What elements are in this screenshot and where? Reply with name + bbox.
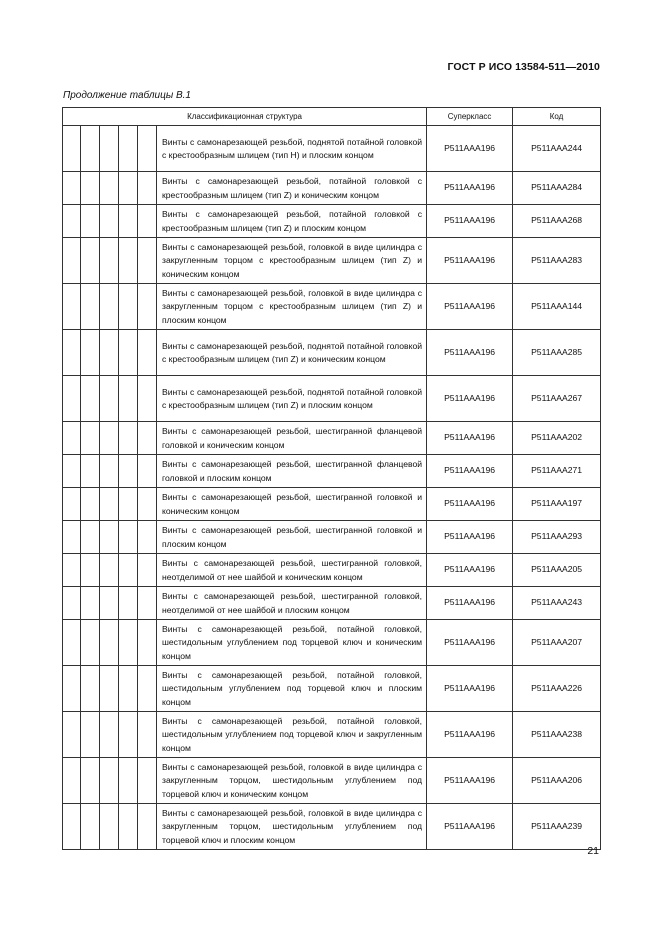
hierarchy-level-cell bbox=[63, 376, 81, 422]
hierarchy-level-cell bbox=[63, 620, 81, 666]
hierarchy-level-cell bbox=[138, 455, 157, 488]
table-row bbox=[63, 554, 601, 587]
row-code-cell: P511AAA238 bbox=[513, 712, 601, 758]
hierarchy-level-cell bbox=[63, 587, 81, 620]
hierarchy-level-cell bbox=[63, 284, 81, 330]
row-name-cell: Винты с самонарезающей резьбой, поднятой потайной головкой с крестообразным шлицем (тип H) и плоским концом bbox=[157, 126, 427, 172]
hierarchy-level-cell bbox=[138, 620, 157, 666]
hierarchy-level-cell bbox=[81, 666, 100, 712]
table-row bbox=[63, 712, 601, 758]
hierarchy-level-cell bbox=[138, 376, 157, 422]
row-name-cell: Винты с самонарезающей резьбой, шестигранной головкой и плоским концом bbox=[157, 521, 427, 554]
hierarchy-level-cell bbox=[138, 330, 157, 376]
row-code-cell: P511AAA207 bbox=[513, 620, 601, 666]
hierarchy-level-cell bbox=[63, 666, 81, 712]
row-code-cell: P511AAA206 bbox=[513, 758, 601, 804]
hierarchy-level-cell bbox=[81, 620, 100, 666]
hierarchy-level-cell bbox=[63, 172, 81, 205]
hierarchy-level-cell bbox=[63, 126, 81, 172]
row-name-cell: Винты с самонарезающей резьбой, шестигранной головкой, неотделимой от нее шайбой и коническим концом bbox=[157, 554, 427, 587]
hierarchy-level-cell bbox=[119, 712, 138, 758]
table-row bbox=[63, 521, 601, 554]
table-row bbox=[63, 205, 601, 238]
hierarchy-level-cell bbox=[63, 455, 81, 488]
row-name-cell: Винты с самонарезающей резьбой, потайной головкой с крестообразным шлицем (тип Z) и коническим концом bbox=[157, 172, 427, 205]
hierarchy-level-cell bbox=[81, 587, 100, 620]
row-code-cell: P511AAA284 bbox=[513, 172, 601, 205]
hierarchy-level-cell bbox=[138, 205, 157, 238]
hierarchy-level-cell bbox=[119, 455, 138, 488]
hierarchy-level-cell bbox=[100, 587, 119, 620]
standard-designation: ГОСТ Р ИСО 13584-511—2010 bbox=[447, 61, 600, 73]
hierarchy-level-cell bbox=[100, 422, 119, 455]
hierarchy-level-cell bbox=[138, 521, 157, 554]
table-row bbox=[63, 587, 601, 620]
table-row bbox=[63, 330, 601, 376]
table-row bbox=[63, 238, 601, 284]
hierarchy-level-cell bbox=[100, 488, 119, 521]
row-superclass-cell: P511AAA196 bbox=[427, 620, 513, 666]
row-name-cell: Винты с самонарезающей резьбой, головкой в виде цилиндра с закругленным торцом, шестидольным углублением под торцевой ключ и плоским концом bbox=[157, 804, 427, 850]
row-superclass-cell: P511AAA196 bbox=[427, 376, 513, 422]
table-row bbox=[63, 666, 601, 712]
row-name-cell: Винты с самонарезающей резьбой, потайной головкой, шестидольным углублением под торцевой ключ и закругленным концом bbox=[157, 712, 427, 758]
hierarchy-level-cell bbox=[81, 804, 100, 850]
hierarchy-level-cell bbox=[119, 172, 138, 205]
hierarchy-level-cell bbox=[138, 172, 157, 205]
row-superclass-cell: P511AAA196 bbox=[427, 238, 513, 284]
table-row bbox=[63, 455, 601, 488]
hierarchy-level-cell bbox=[100, 804, 119, 850]
hierarchy-level-cell bbox=[100, 238, 119, 284]
hierarchy-level-cell bbox=[119, 284, 138, 330]
hierarchy-level-cell bbox=[119, 666, 138, 712]
hierarchy-level-cell bbox=[100, 554, 119, 587]
hierarchy-level-cell bbox=[138, 422, 157, 455]
hierarchy-level-cell bbox=[138, 758, 157, 804]
hierarchy-level-cell bbox=[138, 666, 157, 712]
hierarchy-level-cell bbox=[119, 620, 138, 666]
hierarchy-level-cell bbox=[81, 488, 100, 521]
row-superclass-cell: P511AAA196 bbox=[427, 284, 513, 330]
hierarchy-level-cell bbox=[138, 804, 157, 850]
table-row bbox=[63, 758, 601, 804]
row-superclass-cell: P511AAA196 bbox=[427, 330, 513, 376]
row-name-cell: Винты с самонарезающей резьбой, головкой в виде цилиндра с закругленным торцом, шестидольным углублением под торцевой ключ и коническим концом bbox=[157, 758, 427, 804]
row-superclass-cell: P511AAA196 bbox=[427, 455, 513, 488]
hierarchy-level-cell bbox=[100, 376, 119, 422]
row-superclass-cell: P511AAA196 bbox=[427, 712, 513, 758]
hierarchy-level-cell bbox=[119, 126, 138, 172]
hierarchy-level-cell bbox=[138, 126, 157, 172]
hierarchy-level-cell bbox=[63, 758, 81, 804]
table-row bbox=[63, 620, 601, 666]
hierarchy-level-cell bbox=[119, 330, 138, 376]
row-superclass-cell: P511AAA196 bbox=[427, 666, 513, 712]
hierarchy-level-cell bbox=[119, 758, 138, 804]
table-row bbox=[63, 804, 601, 850]
hierarchy-level-cell bbox=[81, 376, 100, 422]
row-name-cell: Винты с самонарезающей резьбой, потайной головкой, шестидольным углублением под торцевой ключ и плоским концом bbox=[157, 666, 427, 712]
hierarchy-level-cell bbox=[100, 620, 119, 666]
row-superclass-cell: P511AAA196 bbox=[427, 521, 513, 554]
hierarchy-level-cell bbox=[138, 488, 157, 521]
hierarchy-level-cell bbox=[63, 330, 81, 376]
hierarchy-level-cell bbox=[119, 422, 138, 455]
hierarchy-level-cell bbox=[119, 587, 138, 620]
row-superclass-cell: P511AAA196 bbox=[427, 587, 513, 620]
table-row bbox=[63, 422, 601, 455]
hierarchy-level-cell bbox=[138, 587, 157, 620]
table-body bbox=[63, 126, 601, 850]
hierarchy-level-cell bbox=[63, 205, 81, 238]
row-code-cell: P511AAA268 bbox=[513, 205, 601, 238]
hierarchy-level-cell bbox=[119, 804, 138, 850]
table-row bbox=[63, 488, 601, 521]
hierarchy-level-cell bbox=[81, 712, 100, 758]
hierarchy-level-cell bbox=[81, 172, 100, 205]
hierarchy-level-cell bbox=[100, 758, 119, 804]
row-superclass-cell: P511AAA196 bbox=[427, 554, 513, 587]
row-code-cell: P511AAA243 bbox=[513, 587, 601, 620]
row-code-cell: P511AAA267 bbox=[513, 376, 601, 422]
table-header-row bbox=[63, 108, 601, 126]
row-name-cell: Винты с самонарезающей резьбой, головкой в виде цилиндра с закругленным торцом с крестообразным шлицем (тип Z) и коническим концом bbox=[157, 238, 427, 284]
row-code-cell: P511AAA285 bbox=[513, 330, 601, 376]
row-name-cell: Винты с самонарезающей резьбой, шестигранной фланцевой головкой и коническим концом bbox=[157, 422, 427, 455]
row-code-cell: P511AAA202 bbox=[513, 422, 601, 455]
row-name-cell: Винты с самонарезающей резьбой, шестигранной фланцевой головкой и плоским концом bbox=[157, 455, 427, 488]
row-superclass-cell: P511AAA196 bbox=[427, 172, 513, 205]
hierarchy-level-cell bbox=[63, 238, 81, 284]
row-name-cell: Винты с самонарезающей резьбой, шестигранной головкой и коническим концом bbox=[157, 488, 427, 521]
row-code-cell: P511AAA239 bbox=[513, 804, 601, 850]
row-superclass-cell: P511AAA196 bbox=[427, 422, 513, 455]
hierarchy-level-cell bbox=[138, 712, 157, 758]
row-code-cell: P511AAA244 bbox=[513, 126, 601, 172]
hierarchy-level-cell bbox=[138, 238, 157, 284]
hierarchy-level-cell bbox=[63, 804, 81, 850]
column-header-structure: Классификационная структура bbox=[63, 108, 427, 126]
hierarchy-level-cell bbox=[119, 521, 138, 554]
hierarchy-level-cell bbox=[100, 284, 119, 330]
row-name-cell: Винты с самонарезающей резьбой, потайной головкой, шестидольным углублением под торцевой ключ и коническим концом bbox=[157, 620, 427, 666]
row-name-cell: Винты с самонарезающей резьбой, головкой в виде цилиндра с закругленным торцом с крестообразным шлицем (тип Z) и плоским концом bbox=[157, 284, 427, 330]
hierarchy-level-cell bbox=[100, 712, 119, 758]
hierarchy-level-cell bbox=[63, 488, 81, 521]
hierarchy-level-cell bbox=[81, 126, 100, 172]
page-number: 21 bbox=[587, 845, 599, 857]
column-header-code: Код bbox=[513, 108, 601, 126]
table-row bbox=[63, 126, 601, 172]
table-row bbox=[63, 376, 601, 422]
hierarchy-level-cell bbox=[63, 521, 81, 554]
row-superclass-cell: P511AAA196 bbox=[427, 205, 513, 238]
hierarchy-level-cell bbox=[63, 554, 81, 587]
table-row bbox=[63, 284, 601, 330]
row-code-cell: P511AAA226 bbox=[513, 666, 601, 712]
hierarchy-level-cell bbox=[81, 284, 100, 330]
hierarchy-level-cell bbox=[81, 205, 100, 238]
hierarchy-level-cell bbox=[138, 554, 157, 587]
row-name-cell: Винты с самонарезающей резьбой, поднятой потайной головкой с крестообразным шлицем (тип Z) и плоским концом bbox=[157, 376, 427, 422]
hierarchy-level-cell bbox=[81, 238, 100, 284]
classification-table bbox=[62, 107, 601, 850]
hierarchy-level-cell bbox=[119, 488, 138, 521]
hierarchy-level-cell bbox=[100, 330, 119, 376]
hierarchy-level-cell bbox=[81, 330, 100, 376]
table-continuation-caption: Продолжение таблицы В.1 bbox=[63, 90, 191, 101]
table-row bbox=[63, 172, 601, 205]
row-code-cell: P511AAA205 bbox=[513, 554, 601, 587]
hierarchy-level-cell bbox=[119, 238, 138, 284]
hierarchy-level-cell bbox=[119, 205, 138, 238]
hierarchy-level-cell bbox=[119, 554, 138, 587]
row-code-cell: P511AAA293 bbox=[513, 521, 601, 554]
row-superclass-cell: P511AAA196 bbox=[427, 488, 513, 521]
row-code-cell: P511AAA271 bbox=[513, 455, 601, 488]
row-name-cell: Винты с самонарезающей резьбой, поднятой потайной головкой с крестообразным шлицем (тип Z) и коническим концом bbox=[157, 330, 427, 376]
column-header-superclass: Суперкласс bbox=[427, 108, 513, 126]
row-code-cell: P511AAA144 bbox=[513, 284, 601, 330]
hierarchy-level-cell bbox=[100, 205, 119, 238]
row-name-cell: Винты с самонарезающей резьбой, потайной головкой с крестообразным шлицем (тип Z) и плоским концом bbox=[157, 205, 427, 238]
hierarchy-level-cell bbox=[81, 422, 100, 455]
row-name-cell: Винты с самонарезающей резьбой, шестигранной головкой, неотделимой от нее шайбой и плоским концом bbox=[157, 587, 427, 620]
row-superclass-cell: P511AAA196 bbox=[427, 758, 513, 804]
hierarchy-level-cell bbox=[100, 666, 119, 712]
hierarchy-level-cell bbox=[100, 521, 119, 554]
hierarchy-level-cell bbox=[138, 284, 157, 330]
row-code-cell: P511AAA197 bbox=[513, 488, 601, 521]
hierarchy-level-cell bbox=[100, 126, 119, 172]
hierarchy-level-cell bbox=[100, 172, 119, 205]
row-superclass-cell: P511AAA196 bbox=[427, 804, 513, 850]
hierarchy-level-cell bbox=[63, 422, 81, 455]
hierarchy-level-cell bbox=[63, 712, 81, 758]
hierarchy-level-cell bbox=[81, 455, 100, 488]
row-superclass-cell: P511AAA196 bbox=[427, 126, 513, 172]
hierarchy-level-cell bbox=[100, 455, 119, 488]
hierarchy-level-cell bbox=[81, 554, 100, 587]
hierarchy-level-cell bbox=[81, 758, 100, 804]
hierarchy-level-cell bbox=[119, 376, 138, 422]
row-code-cell: P511AAA283 bbox=[513, 238, 601, 284]
hierarchy-level-cell bbox=[81, 521, 100, 554]
